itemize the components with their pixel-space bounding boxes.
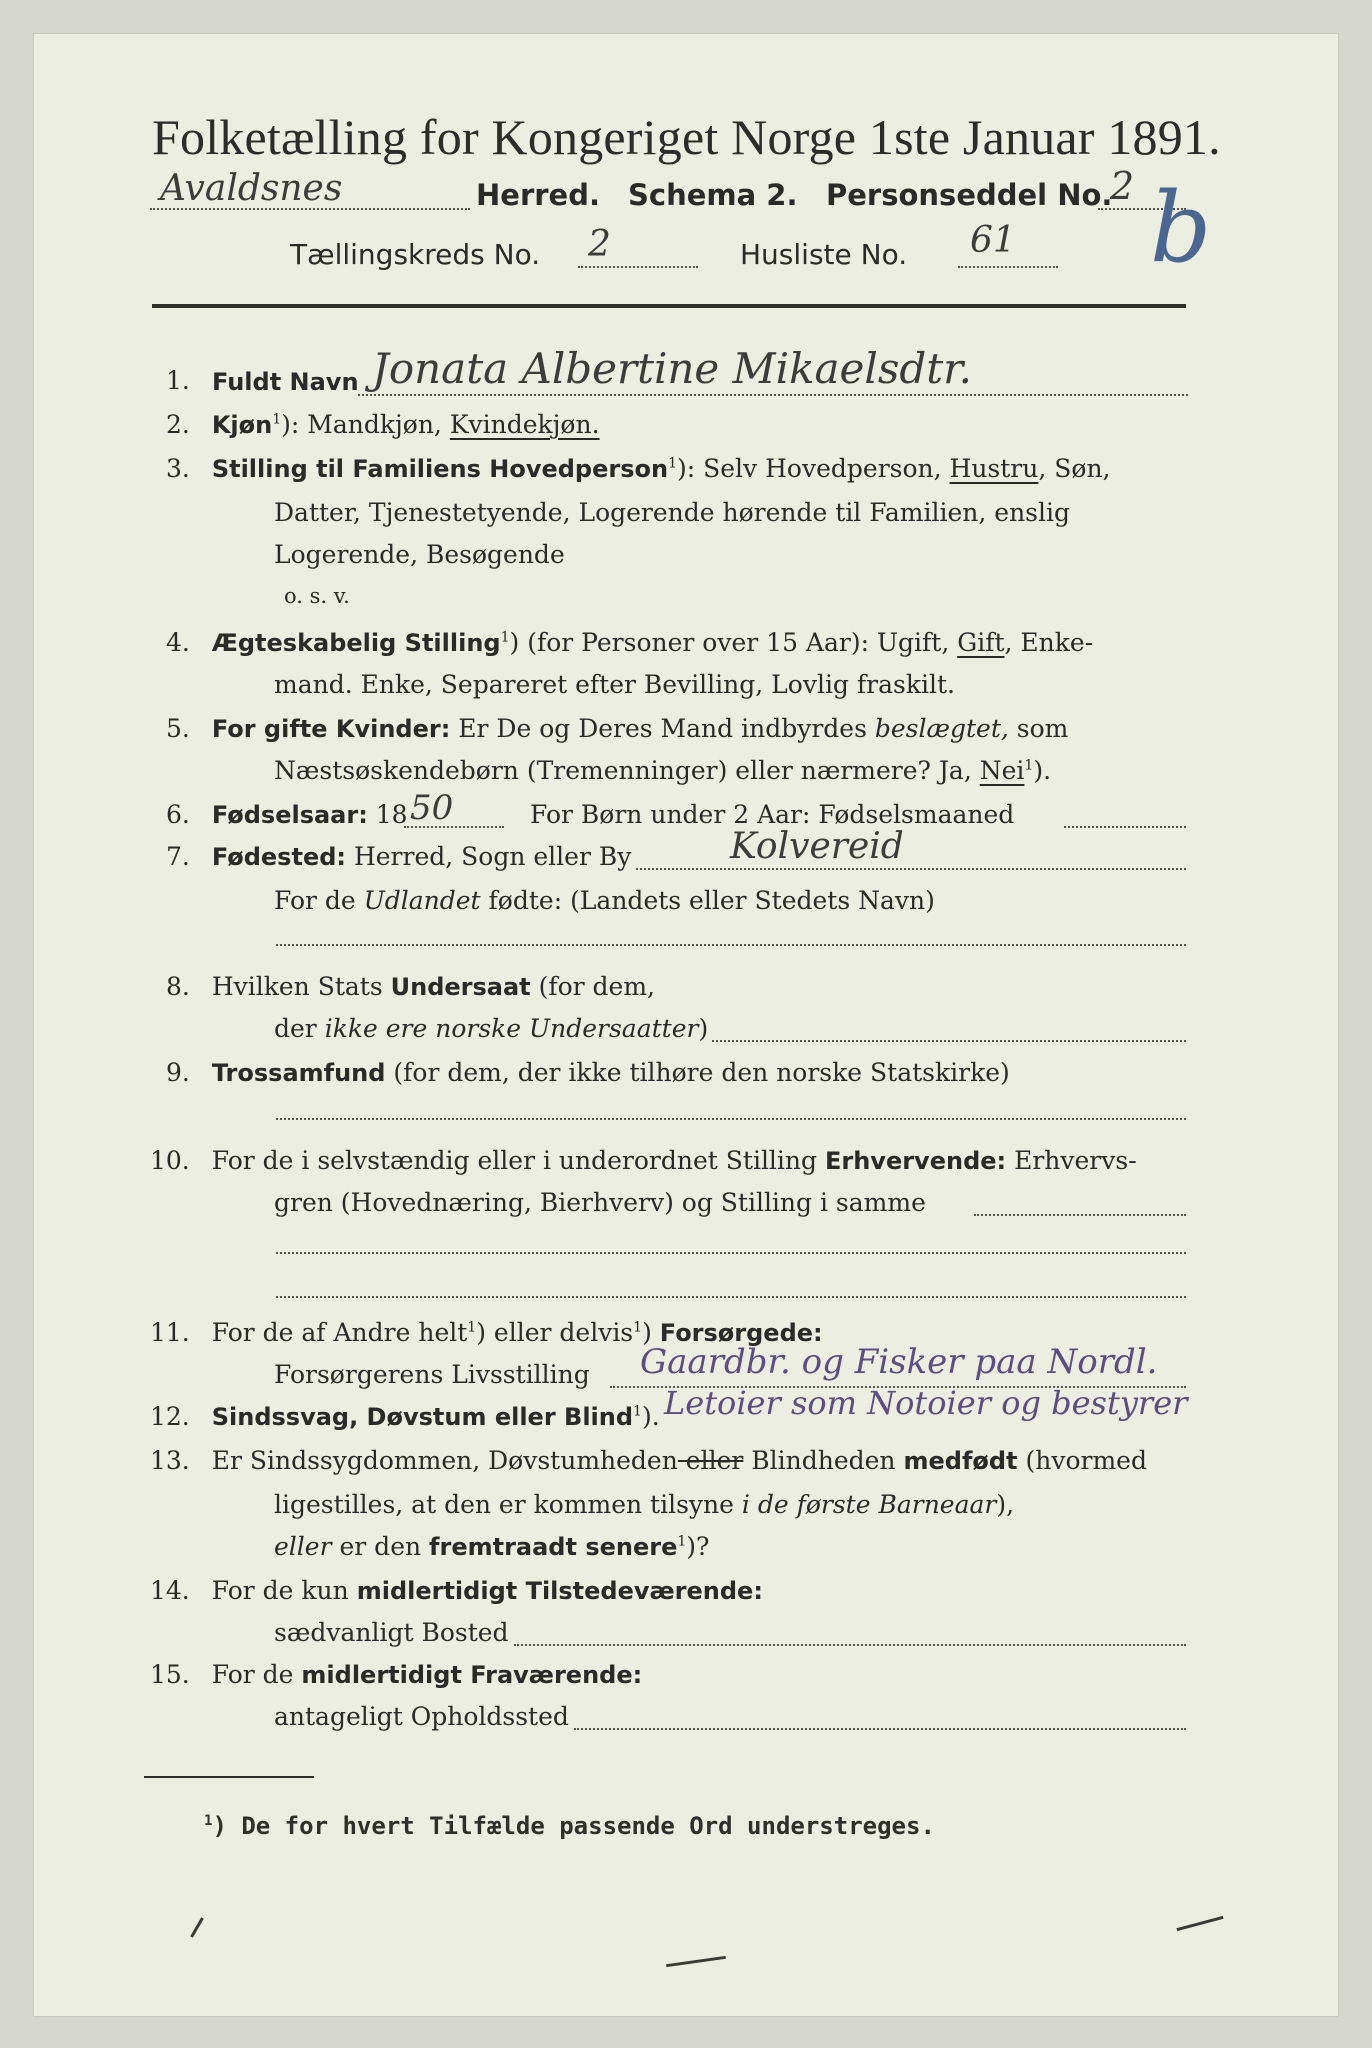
birthplace-label: Fødested: — [211, 843, 346, 871]
marital-status-selected: Gift — [957, 628, 1005, 657]
footnote-text: ) De for hvert Tilfælde passende Ord understreges. — [212, 1812, 935, 1840]
citizenship-row — [166, 972, 655, 1001]
item-number: 1. — [166, 366, 190, 395]
marital-status-label: Ægteskabelig Stilling — [211, 629, 501, 657]
family-position-label: Stilling til Familiens Hovedperson — [211, 455, 669, 483]
husliste-dotline — [958, 266, 1058, 268]
schema-label: Schema 2. — [628, 178, 798, 212]
marital-status-row — [166, 628, 1093, 657]
footnote-ref: 1 — [272, 411, 282, 428]
footnote-ref: 1 — [467, 1319, 477, 1336]
citizenship-line2 — [274, 1014, 708, 1043]
congenital-row — [150, 1446, 1147, 1475]
usual-residence-label: sædvanligt Bosted — [274, 1618, 509, 1647]
item-number: 4. — [166, 628, 190, 657]
supported-text-b: ) eller delvis — [476, 1318, 634, 1347]
birth-year-value: 50 — [410, 788, 454, 828]
marital-status-line2: mand. Enke, Separeret efter Bevilling, Lovlig fraskilt. — [274, 670, 955, 699]
birth-year-dotline — [404, 826, 504, 828]
birthplace-line2 — [274, 886, 935, 915]
birthplace-value: Kolvereid — [730, 826, 904, 867]
herred-value: Avaldsnes — [160, 168, 343, 209]
footnote-ref: 1 — [1024, 757, 1034, 774]
item-number: 9. — [166, 1058, 190, 1087]
herred-label: Herred. — [476, 178, 600, 212]
temporary-absent-bold: midlertidigt Fraværende: — [301, 1661, 643, 1689]
footnote-ref: 1 — [668, 455, 678, 472]
item-number: 6. — [166, 800, 190, 829]
footnote-rule — [144, 1776, 314, 1778]
item-number: 12. — [150, 1402, 190, 1431]
footnote-ref: 1 — [633, 1319, 643, 1336]
congenital-line3-italic: eller — [274, 1532, 332, 1561]
religion-dotline — [276, 1118, 1186, 1120]
congenital-line3-bold: fremtraadt senere — [429, 1533, 678, 1561]
congenital-line2-text: ligestilles, at den er kommen tilsyne — [274, 1490, 742, 1519]
married-women-tail: som — [1008, 714, 1069, 743]
birthplace-row — [166, 842, 631, 871]
temporary-absent-text: For de — [211, 1660, 302, 1689]
personseddel-label: Personseddel No. — [826, 178, 1113, 212]
occupation-row — [150, 1146, 1137, 1175]
citizenship-line2-italic: ikke ere norske Undersaatter — [324, 1014, 699, 1043]
married-women-selected: Nei — [979, 756, 1025, 785]
family-position-row — [166, 454, 1111, 483]
taellingskreds-label: Tællingskreds No. — [290, 238, 541, 271]
married-women-line2-tail: ). — [1033, 756, 1052, 785]
item-number: 15. — [150, 1660, 190, 1689]
occupation-bold: Erhvervende: — [824, 1147, 1007, 1175]
marital-status-options: ) (for Personer over 15 Aar): Ugift, — [509, 628, 958, 657]
probable-residence-dotline — [574, 1728, 1186, 1730]
disability-label: Sindssvag, Døvstum eller Blind — [211, 1403, 634, 1431]
congenital-line2 — [274, 1490, 1014, 1519]
item-number: 5. — [166, 714, 190, 743]
disability-text: ). — [641, 1402, 660, 1431]
usual-residence-dotline — [514, 1644, 1186, 1646]
temporary-absent-row — [150, 1660, 642, 1689]
item-number: 3. — [166, 454, 190, 483]
probable-residence-label: antageligt Opholdssted — [274, 1702, 569, 1731]
congenital-text-b: Blindheden — [743, 1446, 904, 1475]
birth-year-row — [166, 800, 408, 829]
citizenship-line2-text: der — [274, 1014, 325, 1043]
husliste-label: Husliste No. — [740, 238, 908, 271]
supporter-occupation-value: Gaardbr. og Fisker paa Nordl. — [640, 1342, 1158, 1382]
supporter-occupation-label: Forsørgerens Livsstilling — [274, 1360, 590, 1389]
occupation-dotline-2 — [276, 1252, 1186, 1254]
footnote-ref: 1 — [500, 629, 510, 646]
taellingskreds-dotline — [578, 266, 698, 268]
birth-month-label: For Børn under 2 Aar: Fødselsmaaned — [530, 800, 1015, 829]
sex-label: Kjøn — [211, 411, 273, 439]
item-number: 14. — [150, 1576, 190, 1605]
personseddel-value: 2 — [1110, 164, 1135, 208]
item-number: 2. — [166, 410, 190, 439]
marital-status-options-tail: , Enke- — [1004, 628, 1094, 657]
item-number: 8. — [166, 972, 190, 1001]
birthplace-dotline — [636, 868, 1186, 870]
item-number: 10. — [150, 1146, 190, 1175]
religion-text: (for dem, der ikke tilhøre den norske Statskirke) — [385, 1058, 1010, 1087]
citizenship-line2-tail: ) — [698, 1014, 709, 1043]
herred-dotline — [150, 208, 470, 210]
form-title: Folketælling for Kongeriget Norge 1ste Januar 1891. — [152, 109, 1221, 165]
full-name-dotline — [358, 394, 1188, 396]
footnote-ref: 1 — [633, 1403, 642, 1420]
sex-options: ): Mandkjøn, — [281, 410, 450, 439]
congenital-strike: eller — [677, 1446, 744, 1475]
supported-text-c: ) — [642, 1318, 660, 1347]
footnote-ref: 1 — [677, 1533, 687, 1550]
birth-year-prefix: 18 — [375, 800, 408, 829]
temporary-present-bold: midlertidigt Tilstedeværende: — [356, 1577, 763, 1605]
disability-value: Letoier som Notoier og bestyrer — [664, 1384, 1188, 1422]
congenital-line2-tail: ), — [996, 1490, 1015, 1519]
family-position-options-tail: , Søn, — [1038, 454, 1111, 483]
congenital-line3-text: er den — [331, 1532, 430, 1561]
congenital-line3 — [274, 1532, 709, 1561]
birthplace-line2-italic: Udlandet — [363, 886, 481, 915]
supported-text: For de af Andre helt — [211, 1318, 468, 1347]
birth-year-label: Fødselsaar: — [211, 801, 368, 829]
family-position-selected: Hustru — [949, 454, 1039, 483]
congenital-line3-tail: )? — [686, 1532, 710, 1561]
supported-bold: Forsørgede: — [659, 1319, 823, 1347]
birth-month-dotline — [1064, 826, 1186, 828]
citizenship-text: Hvilken Stats — [211, 972, 391, 1001]
footnote — [204, 1812, 935, 1840]
temporary-present-text: For de kun — [211, 1576, 357, 1605]
married-women-italic: beslægtet, — [874, 714, 1009, 743]
married-women-question: Er De og Deres Mand indbyrdes — [450, 714, 875, 743]
full-name-label: Fuldt Navn — [212, 368, 359, 396]
occupation-dotline-3 — [276, 1296, 1186, 1298]
disability-row — [150, 1402, 660, 1431]
occupation-text: For de i selvstændig eller i underordnet Stilling — [211, 1146, 825, 1175]
citizenship-tail: (for dem, — [530, 972, 655, 1001]
temporary-present-row — [150, 1576, 763, 1605]
married-women-label: For gifte Kvinder: — [211, 715, 451, 743]
birthplace-line2-text: For de — [274, 886, 364, 915]
sex-row — [166, 410, 600, 439]
citizenship-bold: Undersaat — [390, 973, 531, 1001]
husliste-value: 61 — [970, 220, 1016, 261]
footnote-sup: 1 — [204, 1813, 213, 1829]
occupation-dotline — [974, 1214, 1186, 1216]
item-number: 11. — [150, 1318, 190, 1347]
religion-row — [166, 1058, 1010, 1087]
congenital-bold: medfødt — [903, 1447, 1018, 1475]
congenital-text-c: (hvormed — [1017, 1446, 1147, 1475]
birthplace-extra-dotline — [276, 944, 1186, 946]
sex-selected: Kvindekjøn. — [449, 410, 600, 439]
family-position-line2: Datter, Tjenestetyende, Logerende hørende til Familien, enslig — [274, 498, 1071, 527]
header-rule — [152, 304, 1186, 308]
family-position-line3: Logerende, Besøgende — [274, 540, 565, 569]
item-number: 13. — [150, 1446, 190, 1475]
occupation-tail: Erhvervs- — [1006, 1146, 1137, 1175]
taellingskreds-value: 2 — [588, 224, 611, 265]
citizenship-dotline — [712, 1040, 1186, 1042]
occupation-line2: gren (Hovednæring, Bierhverv) og Stilling i samme — [274, 1188, 926, 1217]
birthplace-line2-tail: fødte: (Landets eller Stedets Navn) — [480, 886, 935, 915]
married-women-line2-text: Næstsøskendebørn (Tremenninger) eller nærmere? Ja, — [274, 756, 980, 785]
congenital-line2-italic: i de første Barneaar — [741, 1490, 997, 1519]
full-name-value: Jonata Albertine Mikaelsdtr. — [372, 344, 972, 393]
birthplace-text: Herred, Sogn eller By — [346, 842, 632, 871]
family-position-options: ): Selv Hovedperson, — [677, 454, 950, 483]
family-position-line4: o. s. v. — [284, 584, 350, 608]
congenital-text: Er Sindssygdommen, Døvstumheden — [211, 1446, 678, 1475]
margin-mark: b — [1150, 172, 1212, 284]
married-women-line2 — [274, 756, 1051, 785]
religion-label: Trossamfund — [211, 1059, 386, 1087]
married-women-row — [166, 714, 1068, 743]
item-number: 7. — [166, 842, 190, 871]
